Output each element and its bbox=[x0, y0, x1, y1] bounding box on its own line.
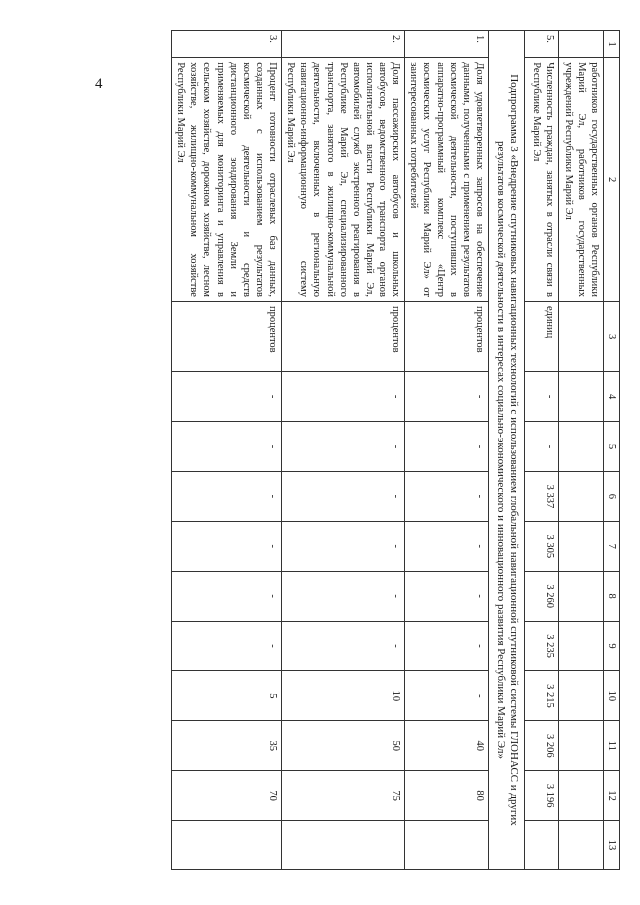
header-col-8: 8 bbox=[603, 571, 619, 621]
value-cell: 5 bbox=[172, 671, 282, 721]
value-cell: 35 bbox=[172, 721, 282, 771]
row-number: 1. bbox=[405, 31, 489, 58]
value-cell bbox=[559, 771, 603, 821]
value-cell: 3 305 bbox=[525, 521, 559, 571]
value-cell: - bbox=[282, 621, 405, 671]
table-row bbox=[559, 31, 603, 870]
header-col-10: 10 bbox=[603, 671, 619, 721]
value-cell bbox=[282, 821, 405, 870]
header-col-6: 6 bbox=[603, 471, 619, 521]
value-cell: - bbox=[405, 471, 489, 521]
header-col-3: 3 bbox=[603, 301, 619, 371]
value-cell bbox=[559, 671, 603, 721]
value-cell: - bbox=[405, 521, 489, 571]
indicator-name: Процент готовности отраслевых баз данных, созданных с использованием результатов космической деятельности и средств дистанционного зондирования Земли и применяемых для мониторинга и управления в сельском хозяйстве, дорожном хозяйстве, лесном хозяйстве, жилищно-коммунальном хозяйстве Республики Марий Эл bbox=[172, 58, 282, 302]
value-cell: 50 bbox=[282, 721, 405, 771]
value-cell: - bbox=[282, 372, 405, 422]
value-cell: - bbox=[405, 621, 489, 671]
value-cell: 40 bbox=[405, 721, 489, 771]
row-number: 2. bbox=[282, 31, 405, 58]
value-cell: 3 206 bbox=[525, 721, 559, 771]
unit: процентов bbox=[405, 301, 489, 371]
header-col-13: 13 bbox=[603, 821, 619, 870]
value-cell: - bbox=[282, 471, 405, 521]
value-cell: 3 215 bbox=[525, 671, 559, 721]
value-cell bbox=[559, 471, 603, 521]
value-cell bbox=[405, 821, 489, 870]
row-number bbox=[559, 31, 603, 58]
value-cell bbox=[559, 621, 603, 671]
unit: единиц bbox=[525, 301, 559, 371]
table-row bbox=[172, 31, 282, 870]
header-col-4: 4 bbox=[603, 372, 619, 422]
value-cell bbox=[172, 821, 282, 870]
header-col-2: 2 bbox=[603, 58, 619, 302]
indicator-name: Доля пассажирских автобусов и школьных автобусов, ведомственного транспорта органов исполнительной власти Республики Марий Эл, автомобилей служб экстренного реагирования в Республике Марий Эл, специализированного транспорта, занятого в жилищно-коммунальной деятельности, включенных в региональную навигационно-информационную систему Республики Марий Эл bbox=[282, 58, 405, 302]
value-cell: - bbox=[282, 571, 405, 621]
page-number: 4 bbox=[95, 76, 103, 92]
subprogram-row bbox=[489, 31, 526, 870]
unit bbox=[559, 301, 603, 371]
value-cell: - bbox=[405, 571, 489, 621]
value-cell: - bbox=[282, 521, 405, 571]
value-cell: - bbox=[172, 471, 282, 521]
subprogram-title: Подпрограмма 3 «Внедрение спутниковых навигационных технологий с использованием глобальной навигационной спутниковой системы ГЛОНАСС и других результатов космической деятельности в интересах социально-экономического и инновационного развития Республики Марий Эл» bbox=[489, 31, 526, 870]
value-cell: 80 bbox=[405, 771, 489, 821]
indicator-name: Численность граждан, занятых в отрасли связи в Республике Марий Эл bbox=[525, 58, 559, 302]
value-cell: 3 260 bbox=[525, 571, 559, 621]
value-cell: - bbox=[172, 621, 282, 671]
value-cell: - bbox=[172, 422, 282, 472]
value-cell bbox=[559, 372, 603, 422]
table-row bbox=[405, 31, 489, 870]
header-col-11: 11 bbox=[603, 721, 619, 771]
value-cell: - bbox=[172, 521, 282, 571]
header-col-7: 7 bbox=[603, 521, 619, 571]
value-cell: - bbox=[405, 422, 489, 472]
indicator-name: работников государственных органов Республики Марий Эл, работников государственных учреждений Республики Марий Эл bbox=[559, 58, 603, 302]
value-cell: - bbox=[172, 372, 282, 422]
header-row bbox=[603, 31, 619, 870]
value-cell bbox=[559, 571, 603, 621]
header-col-9: 9 bbox=[603, 621, 619, 671]
indicator-name: Доля удовлетворенных запросов на обеспечение данными, полученными с применением результатов космической деятельности, поступивших в аппаратно-программный комплекс «Центр космических услуг Республики Марий Эл» от заинтересованных потребителей bbox=[405, 58, 489, 302]
indicators-table bbox=[171, 30, 620, 870]
unit: процентов bbox=[282, 301, 405, 371]
value-cell bbox=[559, 721, 603, 771]
table-row bbox=[525, 31, 559, 870]
value-cell bbox=[559, 821, 603, 870]
value-cell: - bbox=[405, 372, 489, 422]
value-cell: - bbox=[172, 571, 282, 621]
table-row bbox=[282, 31, 405, 870]
rotated-table-wrapper bbox=[120, 30, 620, 870]
value-cell: - bbox=[525, 422, 559, 472]
header-col-12: 12 bbox=[603, 771, 619, 821]
value-cell: 70 bbox=[172, 771, 282, 821]
value-cell: 3 337 bbox=[525, 471, 559, 521]
value-cell: - bbox=[405, 671, 489, 721]
unit: процентов bbox=[172, 301, 282, 371]
value-cell: 3 235 bbox=[525, 621, 559, 671]
row-number: 5. bbox=[525, 31, 559, 58]
value-cell: 3 196 bbox=[525, 771, 559, 821]
header-col-5: 5 bbox=[603, 422, 619, 472]
value-cell bbox=[559, 521, 603, 571]
value-cell: - bbox=[525, 372, 559, 422]
value-cell bbox=[559, 422, 603, 472]
value-cell: 10 bbox=[282, 671, 405, 721]
value-cell: 75 bbox=[282, 771, 405, 821]
value-cell: - bbox=[282, 422, 405, 472]
value-cell bbox=[525, 821, 559, 870]
header-col-1: 1 bbox=[603, 31, 619, 58]
row-number: 3. bbox=[172, 31, 282, 58]
